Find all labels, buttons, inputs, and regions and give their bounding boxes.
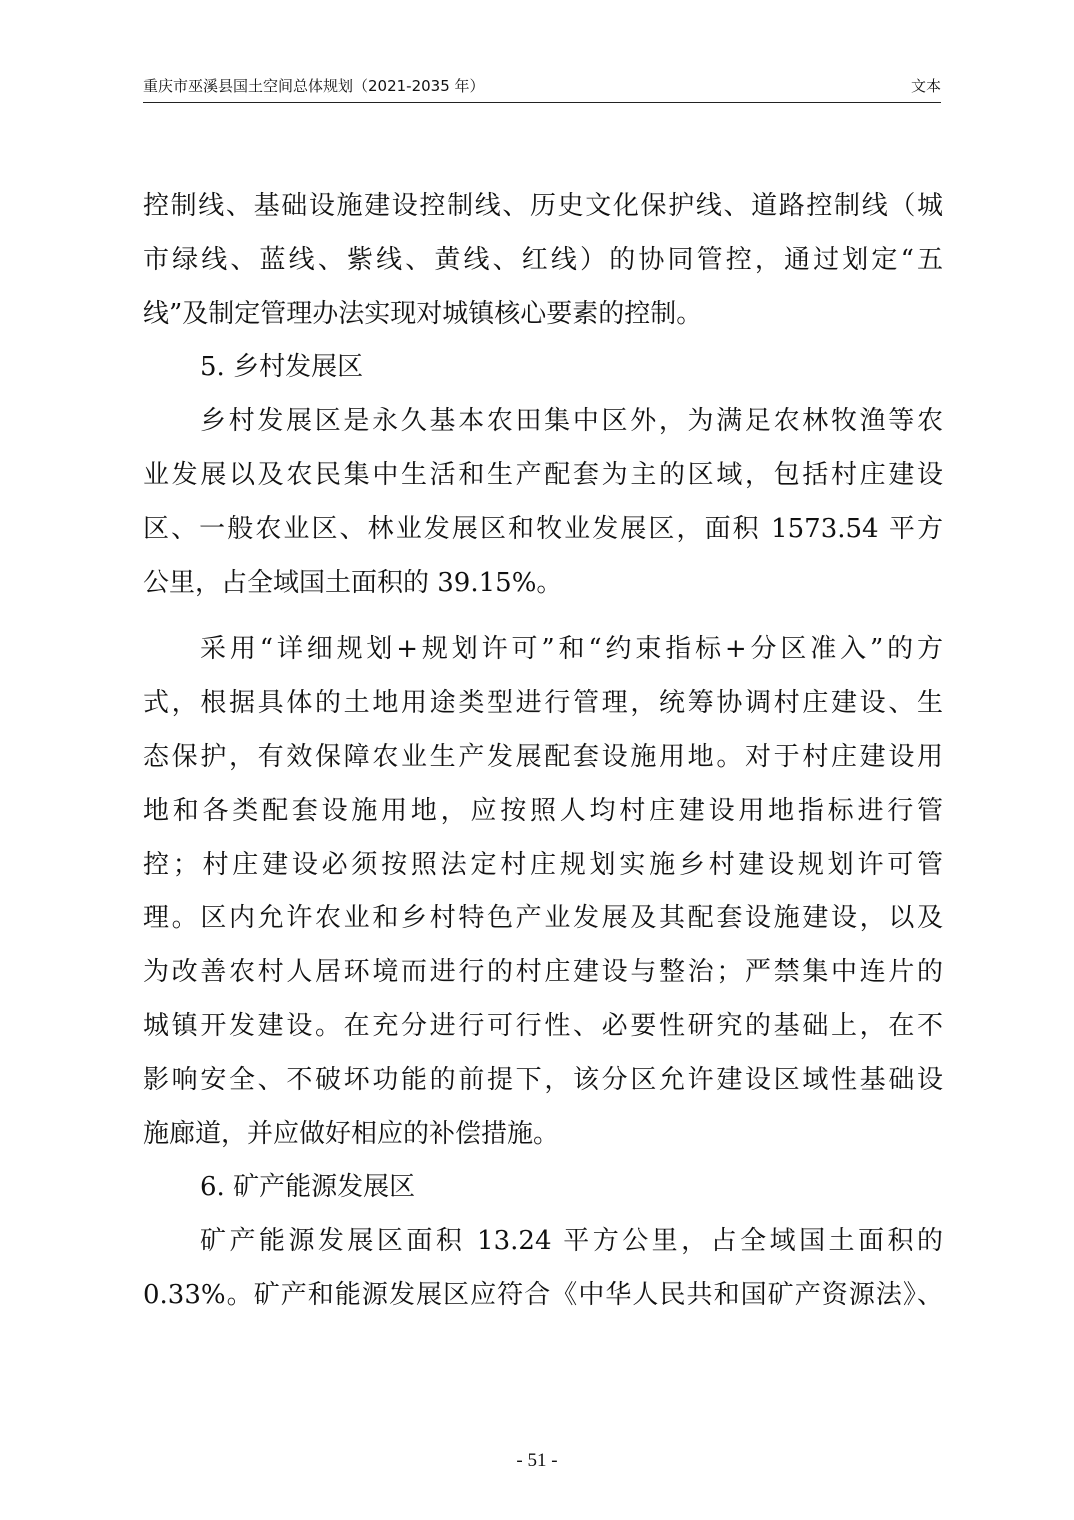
document-title: 重庆市巫溪县国土空间总体规划（2021-2035 年）	[143, 77, 485, 95]
text-line: 乡村发展区是永久基本农田集中区外，为满足农林牧渔等农	[200, 406, 943, 437]
text-line: 施廊道，并应做好相应的补偿措施。	[143, 1118, 560, 1149]
text-line: 地和各类配套设施用地，应按照人均村庄建设用地指标进行管	[143, 795, 943, 826]
text-line: 0.33%。矿产和能源发展区应符合《中华人民共和国矿产资源法》、	[143, 1279, 943, 1310]
text-line: 控制线、基础设施建设控制线、历史文化保护线、道路控制线（城	[143, 191, 943, 221]
text-line: 城镇开发建设。在充分进行可行性、必要性研究的基础上，在不	[143, 1010, 943, 1041]
section-heading: 6. 矿产能源发展区	[200, 1172, 416, 1203]
text-line: 公里，占全域国土面积的 39.15%。	[143, 567, 563, 598]
text-line: 市绿线、蓝线、紫线、黄线、红线）的协同管控，通过划定“五	[143, 244, 943, 275]
page-number: - 51 -	[516, 1450, 558, 1471]
text-line: 区、一般农业区、林业发展区和牧业发展区，面积 1573.54 平方	[143, 513, 943, 544]
section-heading: 5. 乡村发展区	[200, 352, 364, 383]
text-line: 业发展以及农民集中生活和生产配套为主的区域，包括村庄建设	[143, 459, 943, 490]
body-text	[143, 180, 943, 1323]
text-line: 采用“详细规划+规划许可”和“约束指标+分区准入”的方	[200, 634, 943, 665]
text-line: 理。区内允许农业和乡村特色产业发展及其配套设施建设，以及	[143, 903, 943, 934]
text-line: 式，根据具体的土地用途类型进行管理，统筹协调村庄建设、生	[143, 688, 943, 719]
text-line: 矿产能源发展区面积 13.24 平方公里，占全域国土面积的	[200, 1226, 943, 1257]
text-line: 影响安全、不破坏功能的前提下，该分区允许建设区域性基础设	[143, 1064, 943, 1095]
document-type-label: 文本	[910, 77, 941, 95]
page-header	[143, 72, 941, 103]
text-line: 控；村庄建设必须按照法定村庄规划实施乡村建设规划许可管	[143, 849, 943, 880]
text-line: 线”及制定管理办法实现对城镇核心要素的控制。	[143, 298, 703, 329]
text-line: 为改善农村人居环境而进行的村庄建设与整治；严禁集中连片的	[143, 957, 943, 988]
text-line: 态保护，有效保障农业生产发展配套设施用地。对于村庄建设用	[143, 741, 943, 772]
